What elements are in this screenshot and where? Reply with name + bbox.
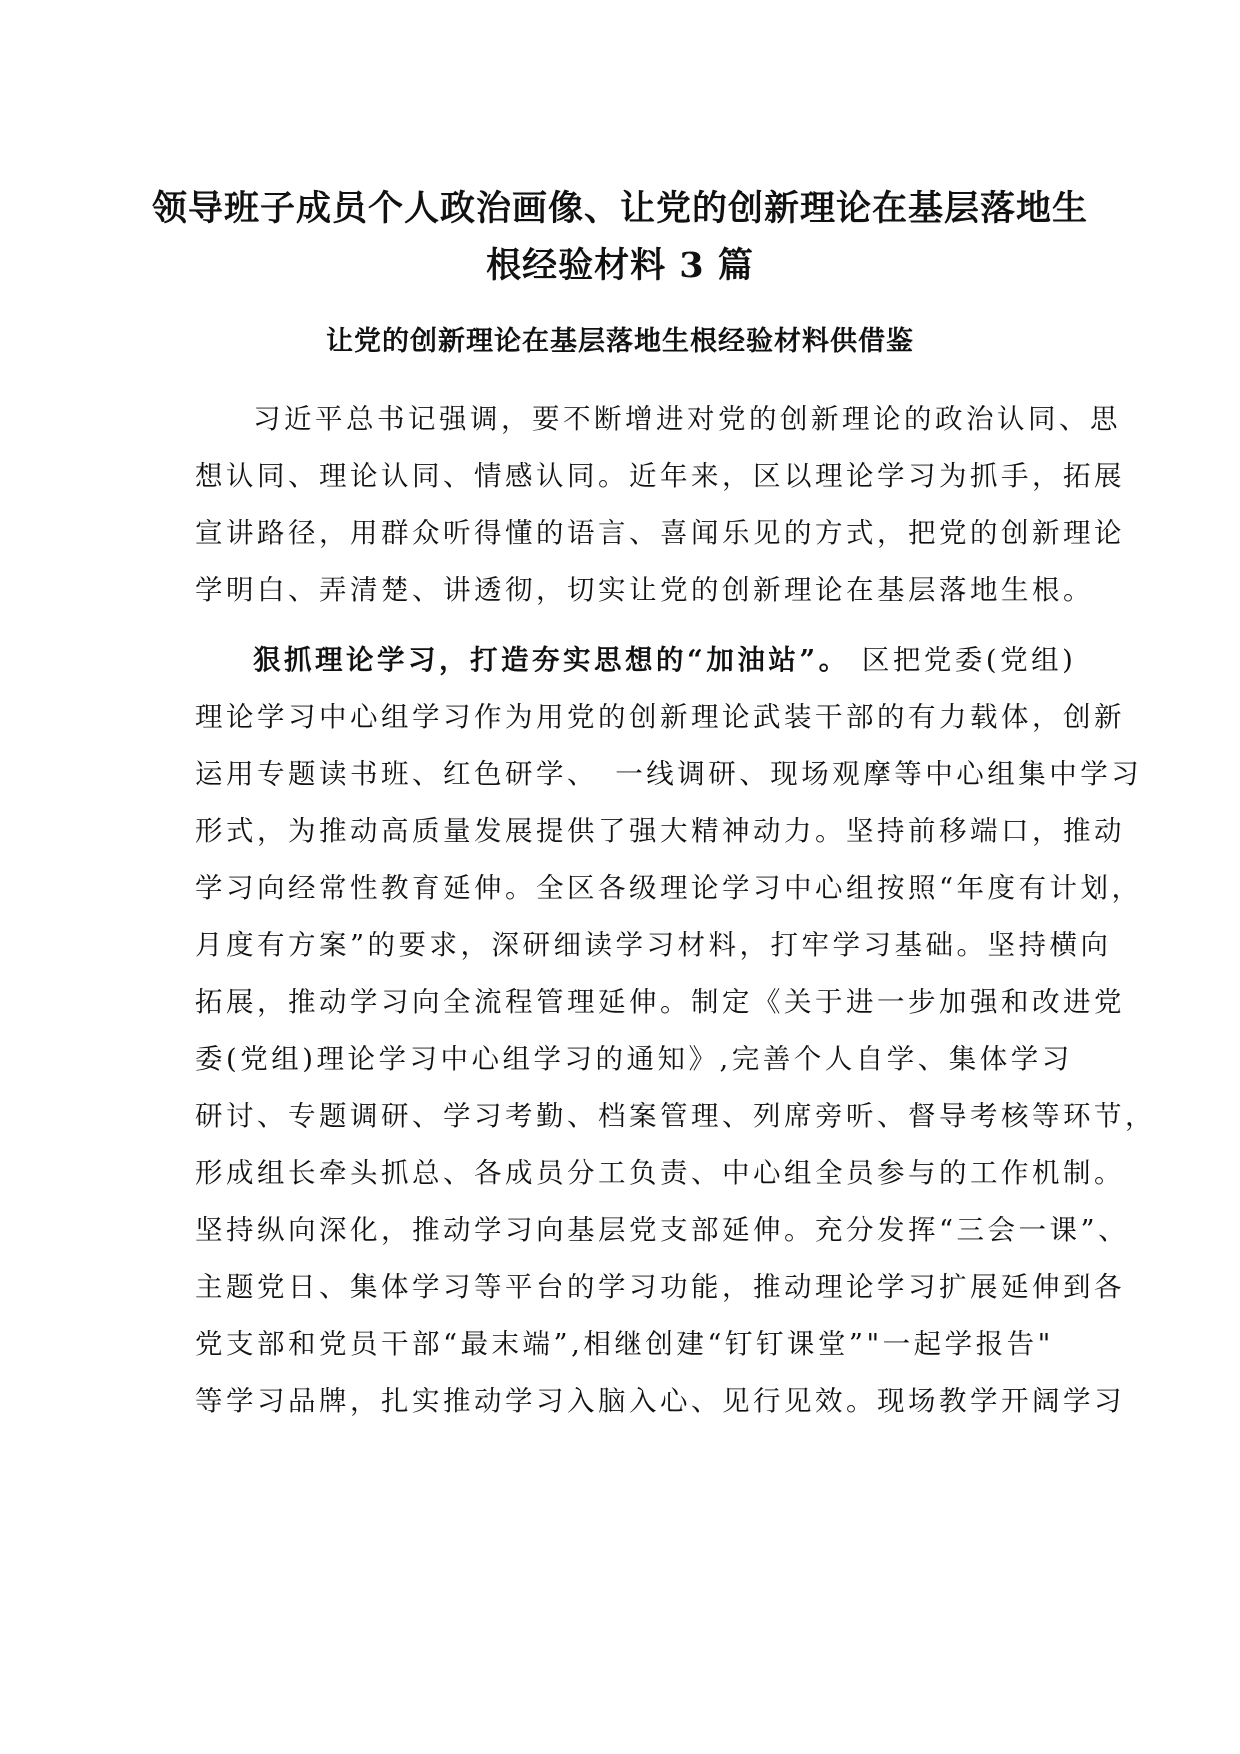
paragraph-line-rest: 区把党委(党组) (849, 644, 1077, 676)
paragraph-line: 等学习品牌，扎实推动学习入脑入心、见行见效。现场教学开阔学习 (195, 1385, 1125, 1417)
paragraph-line: 党支部和党员干部“最末端”,相继创建“钉钉课堂”"一起学报告" (195, 1328, 1054, 1360)
paragraph-line: 习近平总书记强调，要不断增进对党的创新理论的政治认同、思 (253, 403, 1121, 435)
paragraph-line: 想认同、理论认同、情感认同。近年来，区以理论学习为抓手，拓展 (195, 460, 1125, 492)
paragraph-line: 学习向经常性教育延伸。全区各级理论学习中心组按照“年度有计划， (195, 872, 1143, 904)
paragraph-theory-study (195, 632, 1156, 1430)
paragraph-line: 研讨、专题调研、学习考勤、档案管理、列席旁听、督导考核等环节， (195, 1100, 1156, 1132)
paragraph-line: 拓展，推动学习向全流程管理延伸。制定《关于进一步加强和改进党 (195, 986, 1125, 1018)
title-line-1: 领导班子成员个人政治画像、让党的创新理论在基层落地生 (151, 188, 1088, 229)
paragraph-line: 运用专题读书班、红色研学、 一线调研、现场观摩等中心组集中学习 (195, 758, 1143, 790)
paragraph-line: 主题党日、集体学习等平台的学习功能，推动理论学习扩展延伸到各 (195, 1271, 1125, 1303)
document-subtitle: 让党的创新理论在基层落地生根经验材料供借鉴 (326, 326, 914, 357)
title-line-2: 根经验材料 3 篇 (486, 245, 754, 286)
paragraph-line: 坚持纵向深化，推动学习向基层党支部延伸。充分发挥“三会一课”、 (195, 1214, 1130, 1246)
document-title (150, 180, 1090, 294)
paragraph-line: 学明白、弄清楚、讲透彻，切实让党的创新理论在基层落地生根。 (195, 574, 1094, 606)
paragraph-line (195, 632, 1077, 689)
paragraph-line: 委(党组)理论学习中心组学习的通知》,完善个人自学、集体学习 (195, 1043, 1073, 1075)
paragraph-line: 理论学习中心组学习作为用党的创新理论武装干部的有力载体，创新 (195, 701, 1125, 733)
paragraph-line: 月度有方案”的要求，深研细读学习材料，打牢学习基础。坚持横向 (195, 929, 1112, 961)
paragraph-line: 形式，为推动高质量发展提供了强大精神动力。坚持前移端口，推动 (195, 815, 1125, 847)
paragraph-line: 形成组长牵头抓总、各成员分工负责、中心组全员参与的工作机制。 (195, 1157, 1125, 1189)
paragraph-intro (195, 391, 1125, 619)
section-lead-heading: 狠抓理论学习，打造夯实思想的“加油站”。 (253, 644, 850, 676)
paragraph-line: 宣讲路径，用群众听得懂的语言、喜闻乐见的方式，把党的创新理论 (195, 517, 1125, 549)
